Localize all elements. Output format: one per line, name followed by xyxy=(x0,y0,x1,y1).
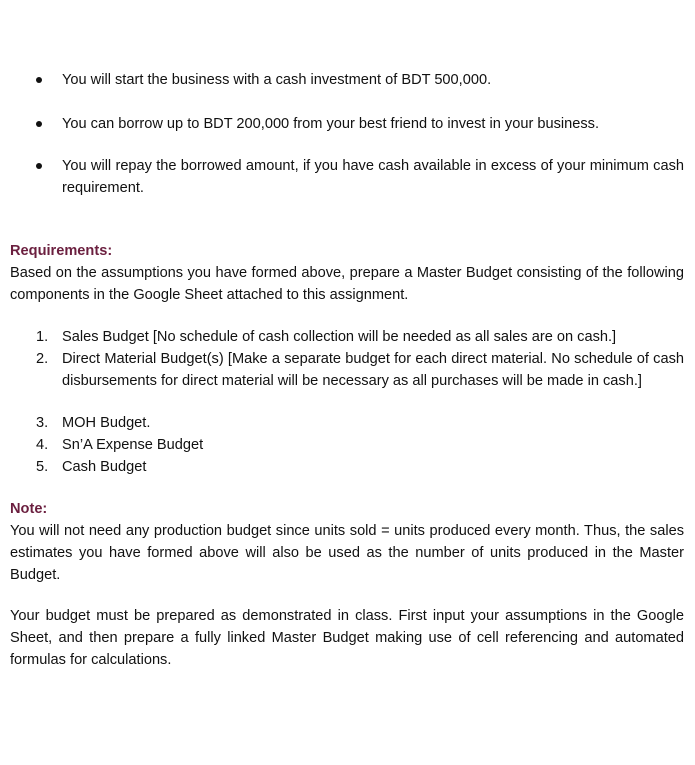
list-item xyxy=(62,69,684,91)
bullet-text: You can borrow up to BDT 200,000 from your best friend to invest in your business. xyxy=(62,116,600,132)
list-item xyxy=(36,412,684,434)
list-item-text: Sn’A Expense Budget xyxy=(62,437,204,453)
requirements-heading: Requirements: xyxy=(10,243,113,259)
list-item xyxy=(36,434,684,456)
bullet-text: You will start the business with a cash investment of BDT 500,000. xyxy=(62,72,492,88)
note-paragraph-2: Your budget must be prepared as demonstrated in class. First input your assumptions in the Google Sheet, and then prepare a fully linked Master Budget making use of cell referencing and automated formulas for calculations. xyxy=(10,608,684,668)
list-number: 3. xyxy=(36,415,49,431)
bullet-text: You will repay the borrowed amount, if you have cash available in excess of your minimum cash requirement. xyxy=(62,158,684,196)
bullet-icon xyxy=(36,163,42,169)
bullet-icon xyxy=(36,121,42,127)
list-item xyxy=(62,155,684,199)
list-item xyxy=(62,113,684,135)
requirements-intro: Based on the assumptions you have formed above, prepare a Master Budget consisting of the following components in the Google Sheet attached to this assignment. xyxy=(10,265,684,303)
bullet-icon xyxy=(36,77,42,83)
list-number: 5. xyxy=(36,459,49,475)
list-number: 4. xyxy=(36,437,49,453)
list-item-text: Sales Budget [No schedule of cash collection will be needed as all sales are on cash.] xyxy=(62,329,617,345)
list-item-text: Direct Material Budget(s) [Make a separate budget for each direct material. No schedule of cash disbursements for direct material will be necessary as all purchases will be made in cash.] xyxy=(62,351,684,389)
note-heading: Note: xyxy=(10,501,48,517)
list-item xyxy=(36,456,684,478)
list-item-text: MOH Budget. xyxy=(62,415,151,431)
list-item xyxy=(36,326,684,348)
list-item-text: Cash Budget xyxy=(62,459,147,475)
list-number: 2. xyxy=(36,351,49,367)
list-item xyxy=(36,348,684,392)
list-number: 1. xyxy=(36,329,49,345)
note-paragraph-1: You will not need any production budget since units sold = units produced every month. Thus, the sales estimates you have formed above will also be used as the number of units produced in the Master Budget. xyxy=(10,523,684,583)
